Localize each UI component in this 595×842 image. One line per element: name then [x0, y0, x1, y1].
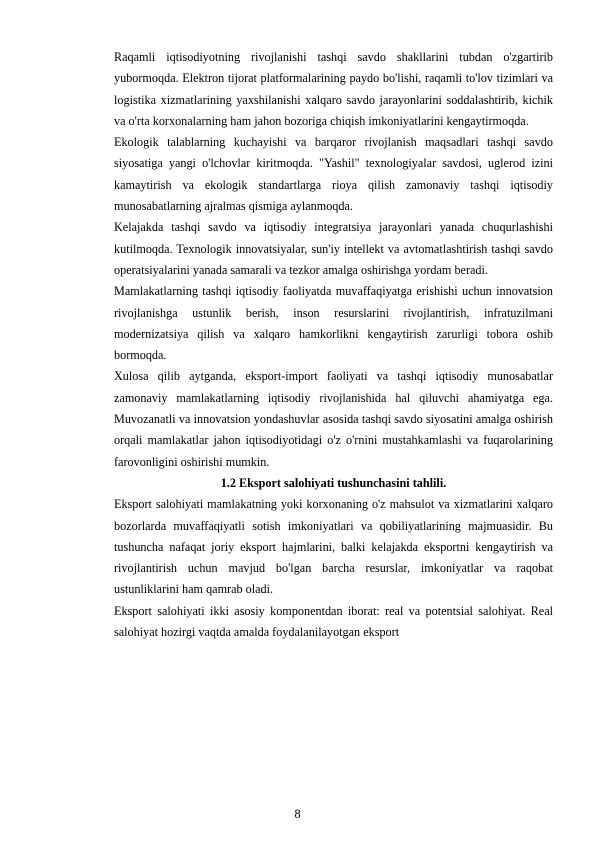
paragraph-future-integration: Kelajakda tashqi savdo va iqtisodiy integratsiya jarayonlari yanada chuqurlashishi kutilmoqda. Texnologik innovatsiyalar, sun'iy intellekt va avtomatlashtirish tashqi savdo operatsiyalarini yanada samarali va tezkor amalga oshirishga yordam beradi. [114, 220, 553, 277]
paragraph-countries-success: Mamlakatlarning tashqi iqtisodiy faoliyatda muvaffaqiyatga erishishi uchun innovatsion rivojlanishga ustunlik berish, inson resurslarini rivojlantirish, infratuzilmani modernizatsiya qilish va xalqaro hamkorlikni kengaytirish zarurligi tobora oshib bormoqda. [114, 284, 553, 363]
paragraph-export-potential-components: Eksport salohiyati ikki asosiy komponentdan iborat: real va potentsial salohiyat. Real salohiyat hozirgi vaqtda amalda foydalanilayotgan eksport [114, 603, 553, 640]
page-content [114, 47, 553, 643]
paragraph-conclusion: Xulosa qilib aytganda, eksport-import faoliyati va tashqi iqtisodiy munosabatlar zamonaviy mamlakatlarning iqtisodiy rivojlanishida hal qiluvchi ahamiyatga ega. Muvozanatli va innovatsion yondashuvlar asosida tashqi savdo siyosatini amalga oshirish orqali mamlakatlar jahon iqtisodiyotidagi o'z o'rnini mustahkamlashi va fuqarolarining farovonligini oshirishi mumkin. [114, 369, 553, 469]
page-number: 8 [294, 807, 301, 821]
section-heading: 1.2 Eksport salohiyati tushunchasini tahlili. [220, 475, 447, 490]
paragraph-export-potential-definition: Eksport salohiyati mamlakatning yoki korxonaning o'z mahsulot va xizmatlarini xalqaro bozorlarda muvaffaqiyatli sotish imkoniyatlari va qobiliyatlarining majmuasidir. Bu tushuncha nafaqat joriy eksport hajmlarini, balki kelajakda eksportni kengaytirish va rivojlantirish uchun mavjud bo'lgan barcha resurslar, imkoniyatlar va raqobat ustunliklarini ham qamrab oladi. [114, 497, 553, 597]
paragraph-ecological-requirements: Ekologik talablarning kuchayishi va barqaror rivojlanish maqsadlari tashqi savdo siyosatiga yangi o'lchovlar kiritmoqda. "Yashil" texnologiyalar savdosi, uglerod izini kamaytirish va ekologik standartlarga rioya qilish zamonaviy tashqi iqtisodiy munosabatlarning ajralmas qismiga aylanmoqda. [114, 135, 553, 214]
paragraph-digital-economy: Raqamli iqtisodiyotning rivojlanishi tashqi savdo shakllarini tubdan o'zgartirib yubormoqda. Elektron tijorat platformalarining paydo bo'lishi, raqamli to'lov tizimlari va logistika xizmatlarining yaxshilanishi xalqaro savdo jarayonlarini soddalashtirib, kichik va o'rta korxonalarning ham jahon bozoriga chiqish imkoniyatlarini kengaytirmoqda. [114, 50, 553, 128]
